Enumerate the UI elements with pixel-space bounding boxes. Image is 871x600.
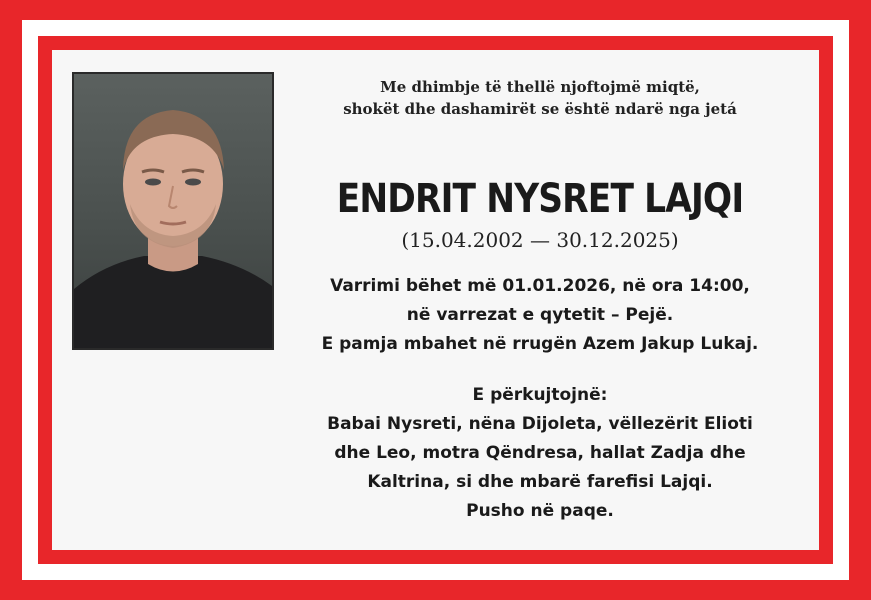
intro-line-2: shokët dhe dashamirët se është ndarë nga jetá	[343, 100, 737, 118]
intro-line-1: Me dhimbje të thellë njoftojmë miqtë,	[380, 78, 700, 96]
life-dates: (15.04.2002 — 30.12.2025)	[401, 228, 679, 252]
funeral-line-1: Varrimi bëhet më 01.01.2026, në ora 14:00,	[330, 276, 750, 296]
mourners-list	[290, 381, 790, 526]
portrait-illustration	[74, 74, 272, 348]
mourners-line-1: E përkujtojnë:	[472, 385, 608, 405]
funeral-line-3: E pamja mbahet në rrugën Azem Jakup Lukaj.	[321, 334, 759, 354]
funeral-line-2: në varrezat e qytetit – Pejë.	[406, 305, 674, 325]
mourners-line-5: Pusho në paqe.	[466, 501, 614, 521]
funeral-details	[290, 272, 790, 359]
portrait-photo	[72, 72, 274, 350]
mourners-line-3: dhe Leo, motra Qëndresa, hallat Zadja dhe	[334, 443, 746, 463]
intro-text	[300, 76, 780, 120]
mourners-line-2: Babai Nysreti, nëna Dijoleta, vëllezërit Elioti	[327, 414, 753, 434]
mourners-line-4: Kaltrina, si dhe mbarë farefisi Lajqi.	[367, 472, 713, 492]
deceased-name: ENDRIT NYSRET LAJQI	[336, 176, 744, 222]
